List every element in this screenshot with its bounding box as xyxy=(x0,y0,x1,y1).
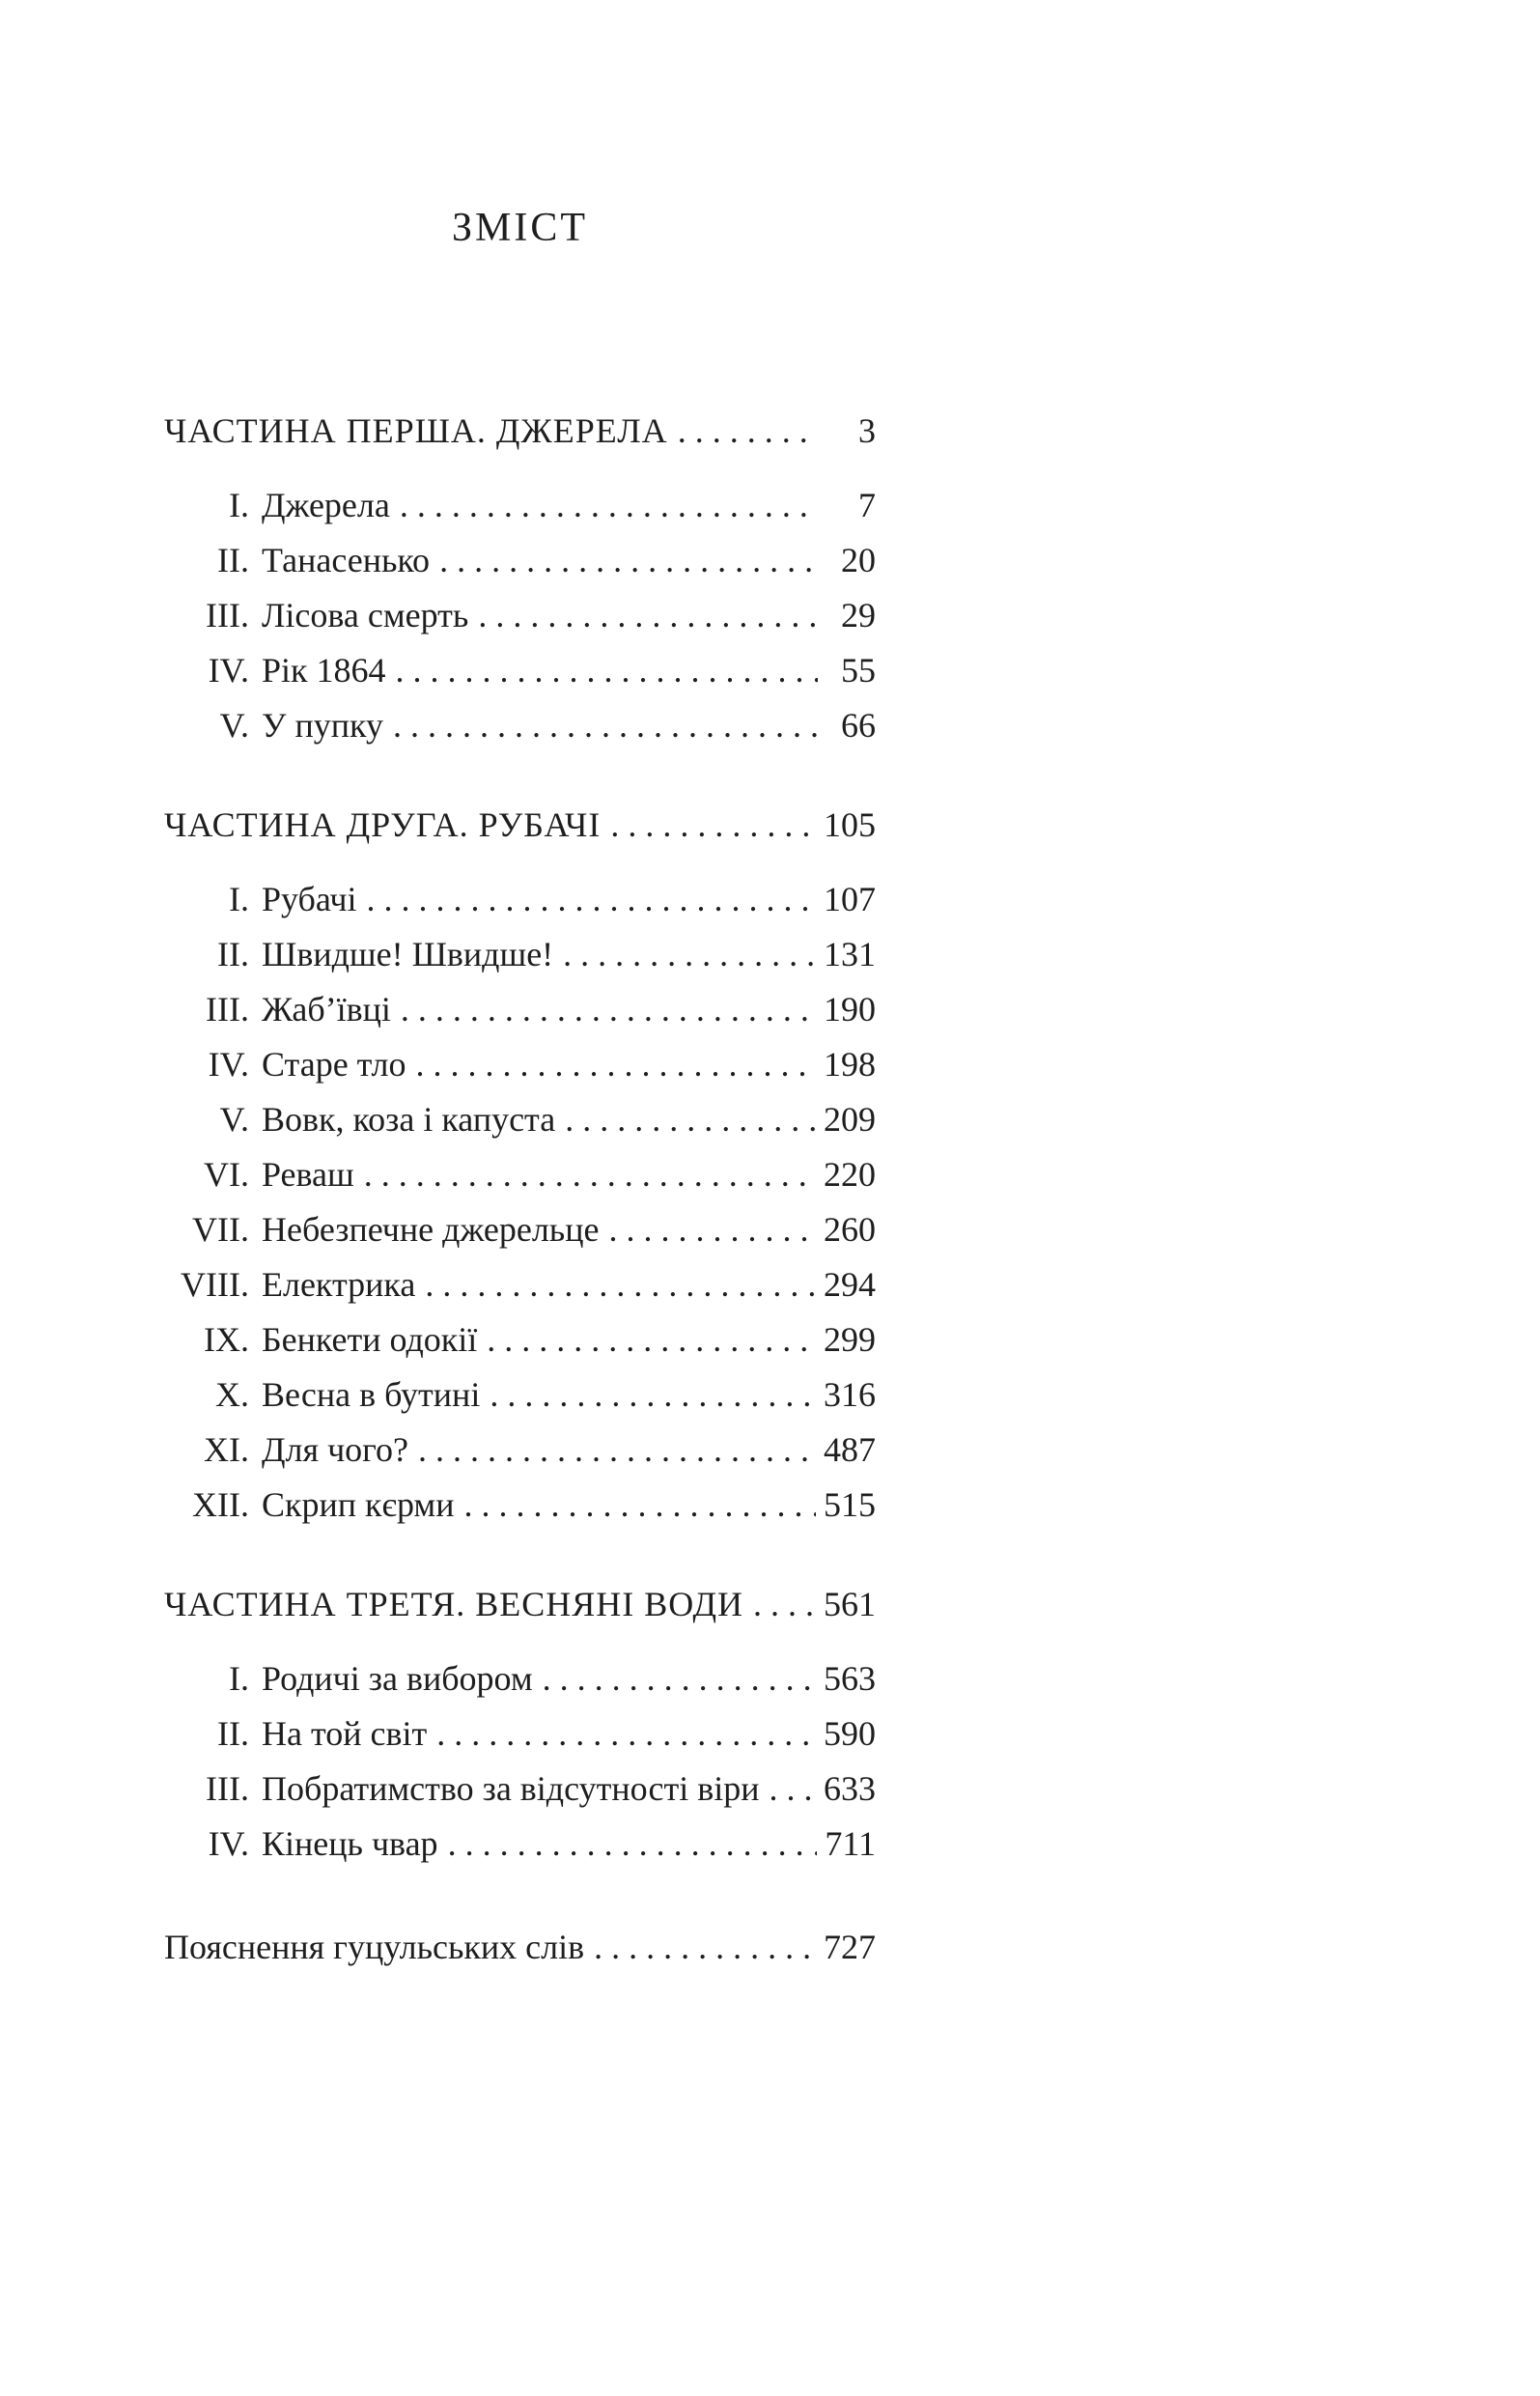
entry-page-number: 7 xyxy=(858,486,876,524)
entry-title: Реваш xyxy=(262,1155,354,1194)
entry-title: Рубачі xyxy=(262,880,357,918)
toc-entry-row xyxy=(164,1817,876,1872)
dot-leader xyxy=(367,872,816,927)
entry-page-number: 190 xyxy=(824,990,876,1029)
entry-numeral: XII. xyxy=(192,1485,249,1524)
dot-leader xyxy=(770,1762,817,1817)
dot-leader xyxy=(563,927,816,982)
dot-leader xyxy=(610,798,816,853)
entry-page-number: 107 xyxy=(824,880,876,918)
toc-section xyxy=(164,404,876,753)
toc-entry-row xyxy=(164,1423,876,1478)
entry-numeral: II. xyxy=(217,935,249,973)
entry-numeral: III. xyxy=(206,1769,249,1808)
glossary-entry-page-number: 727 xyxy=(824,1928,876,1966)
toc-entry-row xyxy=(164,1706,876,1762)
entry-title: Побратимство за відсутності віри xyxy=(262,1769,760,1808)
dot-leader xyxy=(478,588,818,643)
entry-title: Кінець чвар xyxy=(262,1824,438,1863)
glossary-entry-row xyxy=(164,1920,876,1975)
entry-numeral: IV. xyxy=(208,1045,249,1084)
dot-leader xyxy=(753,1577,816,1632)
entry-page-number: 209 xyxy=(824,1100,876,1139)
dot-leader xyxy=(401,982,816,1037)
dot-leader xyxy=(396,643,818,698)
entry-title: Весна в бутині xyxy=(262,1375,481,1414)
entry-title: Жаб’ївці xyxy=(262,990,391,1029)
entry-title: Старе тло xyxy=(262,1045,406,1084)
section-heading-row xyxy=(164,1577,876,1632)
toc-entry-row xyxy=(164,1651,876,1706)
entry-numeral: I. xyxy=(229,486,249,524)
section-entries xyxy=(164,1651,876,1872)
dot-leader xyxy=(400,478,818,533)
entry-title: Електрика xyxy=(262,1265,416,1304)
entry-numeral: II. xyxy=(217,1714,249,1753)
entry-title: Вовк, коза і капуста xyxy=(262,1100,556,1139)
page-title: ЗМІСТ xyxy=(451,206,589,250)
entry-numeral: I. xyxy=(229,1659,249,1698)
entry-numeral: IX. xyxy=(204,1320,249,1359)
section-page-number: 105 xyxy=(824,805,876,844)
section-heading-row xyxy=(164,404,876,459)
toc-entry-row xyxy=(164,643,876,698)
entry-page-number: 515 xyxy=(824,1485,876,1524)
entry-numeral: X. xyxy=(215,1375,249,1414)
toc-sections xyxy=(164,404,876,1872)
toc-page xyxy=(164,205,876,1975)
entry-page-number: 29 xyxy=(841,596,876,634)
entry-page-number: 294 xyxy=(824,1265,876,1304)
entry-page-number: 487 xyxy=(824,1430,876,1469)
toc-entry-row xyxy=(164,588,876,643)
entry-numeral: III. xyxy=(206,596,249,634)
section-entries xyxy=(164,478,876,753)
entry-numeral: II. xyxy=(217,541,249,579)
entry-title: На той світ xyxy=(262,1714,428,1753)
toc-entry-row xyxy=(164,872,876,927)
entry-title: Рік 1864 xyxy=(262,651,386,690)
entry-title: Лісова смерть xyxy=(262,596,469,634)
entry-title: Небезпечне джерельце xyxy=(262,1210,600,1249)
toc-entry-row xyxy=(164,1202,876,1257)
dot-leader xyxy=(463,1478,816,1533)
toc-entry-row xyxy=(164,982,876,1037)
glossary-entry-title: Пояснення гуцульських слів xyxy=(164,1928,585,1966)
toc-entry-row xyxy=(164,1092,876,1147)
entry-numeral: I. xyxy=(229,880,249,918)
toc-entry-row xyxy=(164,533,876,588)
dot-leader xyxy=(487,1312,816,1367)
entry-page-number: 220 xyxy=(824,1155,876,1194)
entry-title: Бенкети одокії xyxy=(262,1320,478,1359)
toc-entry-row xyxy=(164,1257,876,1312)
entry-numeral: XI. xyxy=(204,1430,249,1469)
toc-entry-row xyxy=(164,698,876,753)
dot-leader xyxy=(364,1147,816,1202)
entry-page-number: 260 xyxy=(824,1210,876,1249)
section-page-number: 3 xyxy=(858,411,876,450)
section-entries xyxy=(164,872,876,1533)
dot-leader xyxy=(678,404,818,459)
dot-leader xyxy=(608,1202,816,1257)
section-heading: ЧАСТИНА ТРЕТЯ. ВЕСНЯНІ ВОДИ xyxy=(164,1585,744,1623)
entry-page-number: 563 xyxy=(824,1659,876,1698)
entry-numeral: V. xyxy=(219,1100,249,1139)
entry-title: Швидше! Швидше! xyxy=(262,935,554,973)
entry-page-number: 20 xyxy=(841,541,876,579)
dot-leader xyxy=(418,1423,816,1478)
section-heading: ЧАСТИНА ДРУГА. РУБАЧІ xyxy=(164,805,602,844)
entry-numeral: VIII. xyxy=(181,1265,249,1304)
dot-leader xyxy=(565,1092,816,1147)
dot-leader xyxy=(490,1367,816,1423)
dot-leader xyxy=(543,1651,816,1706)
entry-numeral: III. xyxy=(206,990,249,1029)
entry-page-number: 299 xyxy=(824,1320,876,1359)
toc-section xyxy=(164,1577,876,1872)
dot-leader xyxy=(415,1037,816,1092)
dot-leader xyxy=(439,533,818,588)
dot-leader xyxy=(425,1257,816,1312)
entry-numeral: VI. xyxy=(204,1155,249,1194)
entry-title: Джерела xyxy=(262,486,390,524)
entry-page-number: 711 xyxy=(825,1824,876,1863)
toc-entry-row xyxy=(164,927,876,982)
dot-leader xyxy=(448,1817,818,1872)
entry-page-number: 633 xyxy=(824,1769,876,1808)
entry-numeral: VII. xyxy=(192,1210,249,1249)
toc-entry-row xyxy=(164,1478,876,1533)
entry-title: У пупку xyxy=(262,706,383,745)
entry-numeral: V. xyxy=(219,706,249,745)
toc-entry-row xyxy=(164,1367,876,1423)
toc-section xyxy=(164,798,876,1533)
entry-numeral: IV. xyxy=(208,651,249,690)
dot-leader xyxy=(393,698,818,753)
toc-entry-row xyxy=(164,1312,876,1367)
entry-page-number: 590 xyxy=(824,1714,876,1753)
entry-title: Танасенько xyxy=(262,541,431,579)
entry-page-number: 316 xyxy=(824,1375,876,1414)
dot-leader xyxy=(594,1920,816,1975)
entry-page-number: 131 xyxy=(824,935,876,973)
entry-numeral: IV. xyxy=(208,1824,249,1863)
entry-title: Родичі за вибором xyxy=(262,1659,533,1698)
entry-page-number: 66 xyxy=(841,706,876,745)
toc-entry-row xyxy=(164,478,876,533)
entry-page-number: 55 xyxy=(841,651,876,690)
toc-entry-row xyxy=(164,1037,876,1092)
entry-page-number: 198 xyxy=(824,1045,876,1084)
entry-title: Для чого? xyxy=(262,1430,409,1469)
section-page-number: 561 xyxy=(824,1585,876,1623)
section-heading: ЧАСТИНА ПЕРША. ДЖЕРЕЛА xyxy=(164,411,668,450)
toc-entry-row xyxy=(164,1762,876,1817)
toc-entry-row xyxy=(164,1147,876,1202)
section-heading-row xyxy=(164,798,876,853)
entry-title: Скрип кєрми xyxy=(262,1485,455,1524)
dot-leader xyxy=(436,1706,816,1762)
